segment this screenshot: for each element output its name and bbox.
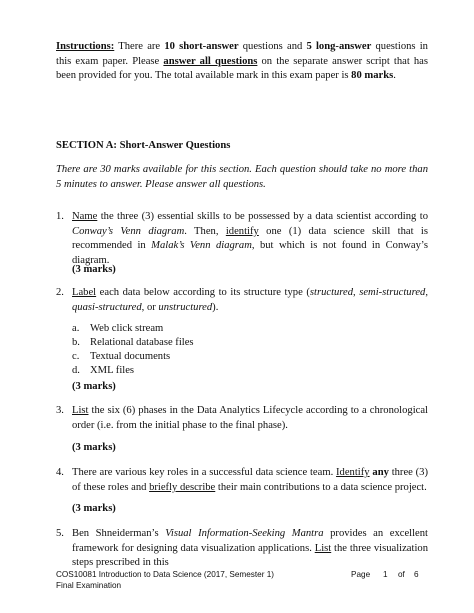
question-run: Label [72,287,97,298]
question-run: Name [72,211,98,222]
list-item-text: Web click stream [90,323,164,334]
question-number: 5. [56,528,64,539]
question-run: . Then, [184,225,226,237]
question-text [72,286,428,315]
question-run: briefly describe [149,481,216,493]
question-number: 2. [56,287,64,298]
instructions-bold: 10 short-answer [164,41,239,52]
question-run: Ben Shneiderman’s [72,528,166,539]
question-run: three (3) of these roles and [72,467,429,493]
question-run: identify [225,225,259,237]
list-item-letter: b. [72,337,80,348]
question-run: the six (6) phases in the Data Analytics Lifecycle according to a chronological order (i.e. from the initial phase to the final phase). [72,405,428,431]
footer-course: COS10081 Introduction to Data Science (2017, Semester 1) [56,570,275,579]
question-run: , [425,287,428,298]
question-text [72,527,428,571]
question-number: 1. [56,211,64,222]
question-run: Identify [336,467,370,478]
question-marks: (3 marks) [72,381,116,392]
question-text [72,466,428,495]
instructions-text: questions in this exam paper. Please [56,41,428,67]
question-run: their main contributions to a data science project. [215,481,427,493]
question-text [72,210,428,268]
list-item-letter: c. [72,351,80,362]
question-run: , but which is not found in Conway’s diagram. [72,240,428,266]
question-run: , [353,287,360,298]
question-run: quasi-structured [72,301,142,313]
instructions-bold: 5 long-answer [306,41,372,52]
question-run: ). [212,301,219,313]
question-run: Visual Information-Seeking Mantra [165,528,324,539]
footer-exam: Final Examination [56,581,122,590]
footer-page-total: 6 [414,570,419,579]
question-text [72,404,428,433]
instructions-paragraph [56,40,428,84]
list-item-text: XML files [90,365,135,376]
question-marks: (3 marks) [72,442,116,453]
instructions-label: Instructions: [56,41,115,52]
question-run: semi-structured [359,287,426,298]
question-run: List [314,542,332,554]
instructions-bold: answer all questions [163,55,258,67]
footer-page-label: Page [351,570,371,579]
footer-of-label: of [398,570,405,579]
list-item-text: Relational database files [90,337,194,348]
question-run: unstructured [158,301,213,313]
question-run: structured [309,287,354,298]
question-run: Conway’s Venn diagram [72,225,185,237]
footer-page-number: 1 [383,570,388,579]
question-run: Malak’s Venn diagram [151,240,252,252]
question-marks: (3 marks) [72,503,116,514]
instructions-text: on the separate answer script that has been provided for you. The total available mark in this exam paper is [56,55,429,82]
question-run: , or [141,301,159,313]
list-item-letter: a. [72,323,80,334]
question-run: any [372,467,389,478]
question-run: There are various key roles in a successful data science team. [72,467,337,478]
list-item-text: Textual documents [90,351,171,362]
question-run: the three visualization steps prescribed in this [72,542,428,569]
instructions-text: . [393,70,396,82]
instructions-text: There are [114,41,165,52]
question-run: provides an excellent framework for designing data visualization applications. [72,528,428,554]
list-item-letter: d. [72,365,80,376]
question-run: List [72,405,89,416]
question-run: one (1) data science skill that is recommended in [72,225,428,252]
section-title: SECTION A: Short-Answer Questions [56,140,231,151]
question-marks: (3 marks) [72,264,116,275]
instructions-bold: 80 marks [351,70,394,82]
section-note: There are 30 marks available for this section. Each question should take no more than 5 minutes to answer. Please answer all questions. [56,164,428,190]
question-number: 4. [56,467,64,478]
question-run: each data below according to its structure type ( [96,287,310,298]
instructions-text: questions and [238,41,307,52]
question-number: 3. [56,405,64,416]
question-run: the three (3) essential skills to be possessed by a data scientist according to [97,211,428,222]
